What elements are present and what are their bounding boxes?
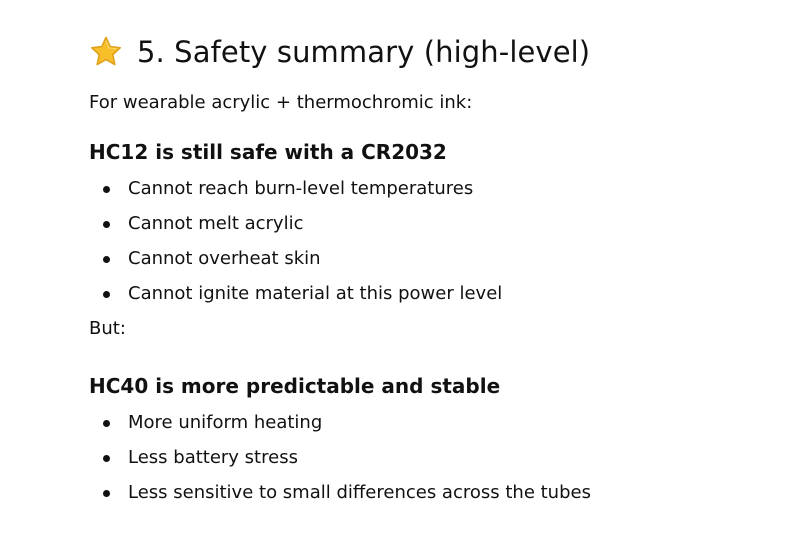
list-item: [89, 445, 769, 471]
list-item: [89, 246, 769, 272]
bullet-icon: [103, 186, 110, 193]
list-item: [89, 281, 769, 307]
bullet-list-hc40: [89, 410, 769, 506]
bullet-icon: [103, 221, 110, 228]
intro-text: For wearable acrylic + thermochromic ink:: [89, 92, 473, 113]
list-item-text: Less sensitive to small differences across the tubes: [128, 482, 591, 503]
list-item-text: More uniform heating: [128, 412, 323, 433]
list-item: [89, 211, 769, 237]
bullet-icon: [103, 291, 110, 298]
title-row: [89, 28, 769, 76]
document-content: [89, 28, 769, 515]
list-item-text: Less battery stress: [128, 447, 298, 468]
list-item: [89, 410, 769, 436]
section-heading-hc12: HC12 is still safe with a CR2032: [89, 140, 447, 164]
list-item-text: Cannot melt acrylic: [128, 213, 304, 234]
transition-text: But:: [89, 318, 126, 339]
list-item: [89, 176, 769, 202]
section-heading-hc40: HC40 is more predictable and stable: [89, 374, 501, 398]
bullet-icon: [103, 490, 110, 497]
bullet-icon: [103, 256, 110, 263]
list-item-text: Cannot overheat skin: [128, 248, 321, 269]
list-item-text: Cannot ignite material at this power level: [128, 283, 503, 304]
page-title: 5. Safety summary (high-level): [137, 35, 591, 69]
list-item: [89, 480, 769, 506]
list-item-text: Cannot reach burn-level temperatures: [128, 178, 474, 199]
bullet-icon: [103, 455, 110, 462]
bullet-list-hc12: [89, 176, 769, 307]
star-icon: [89, 35, 123, 69]
bullet-icon: [103, 420, 110, 427]
